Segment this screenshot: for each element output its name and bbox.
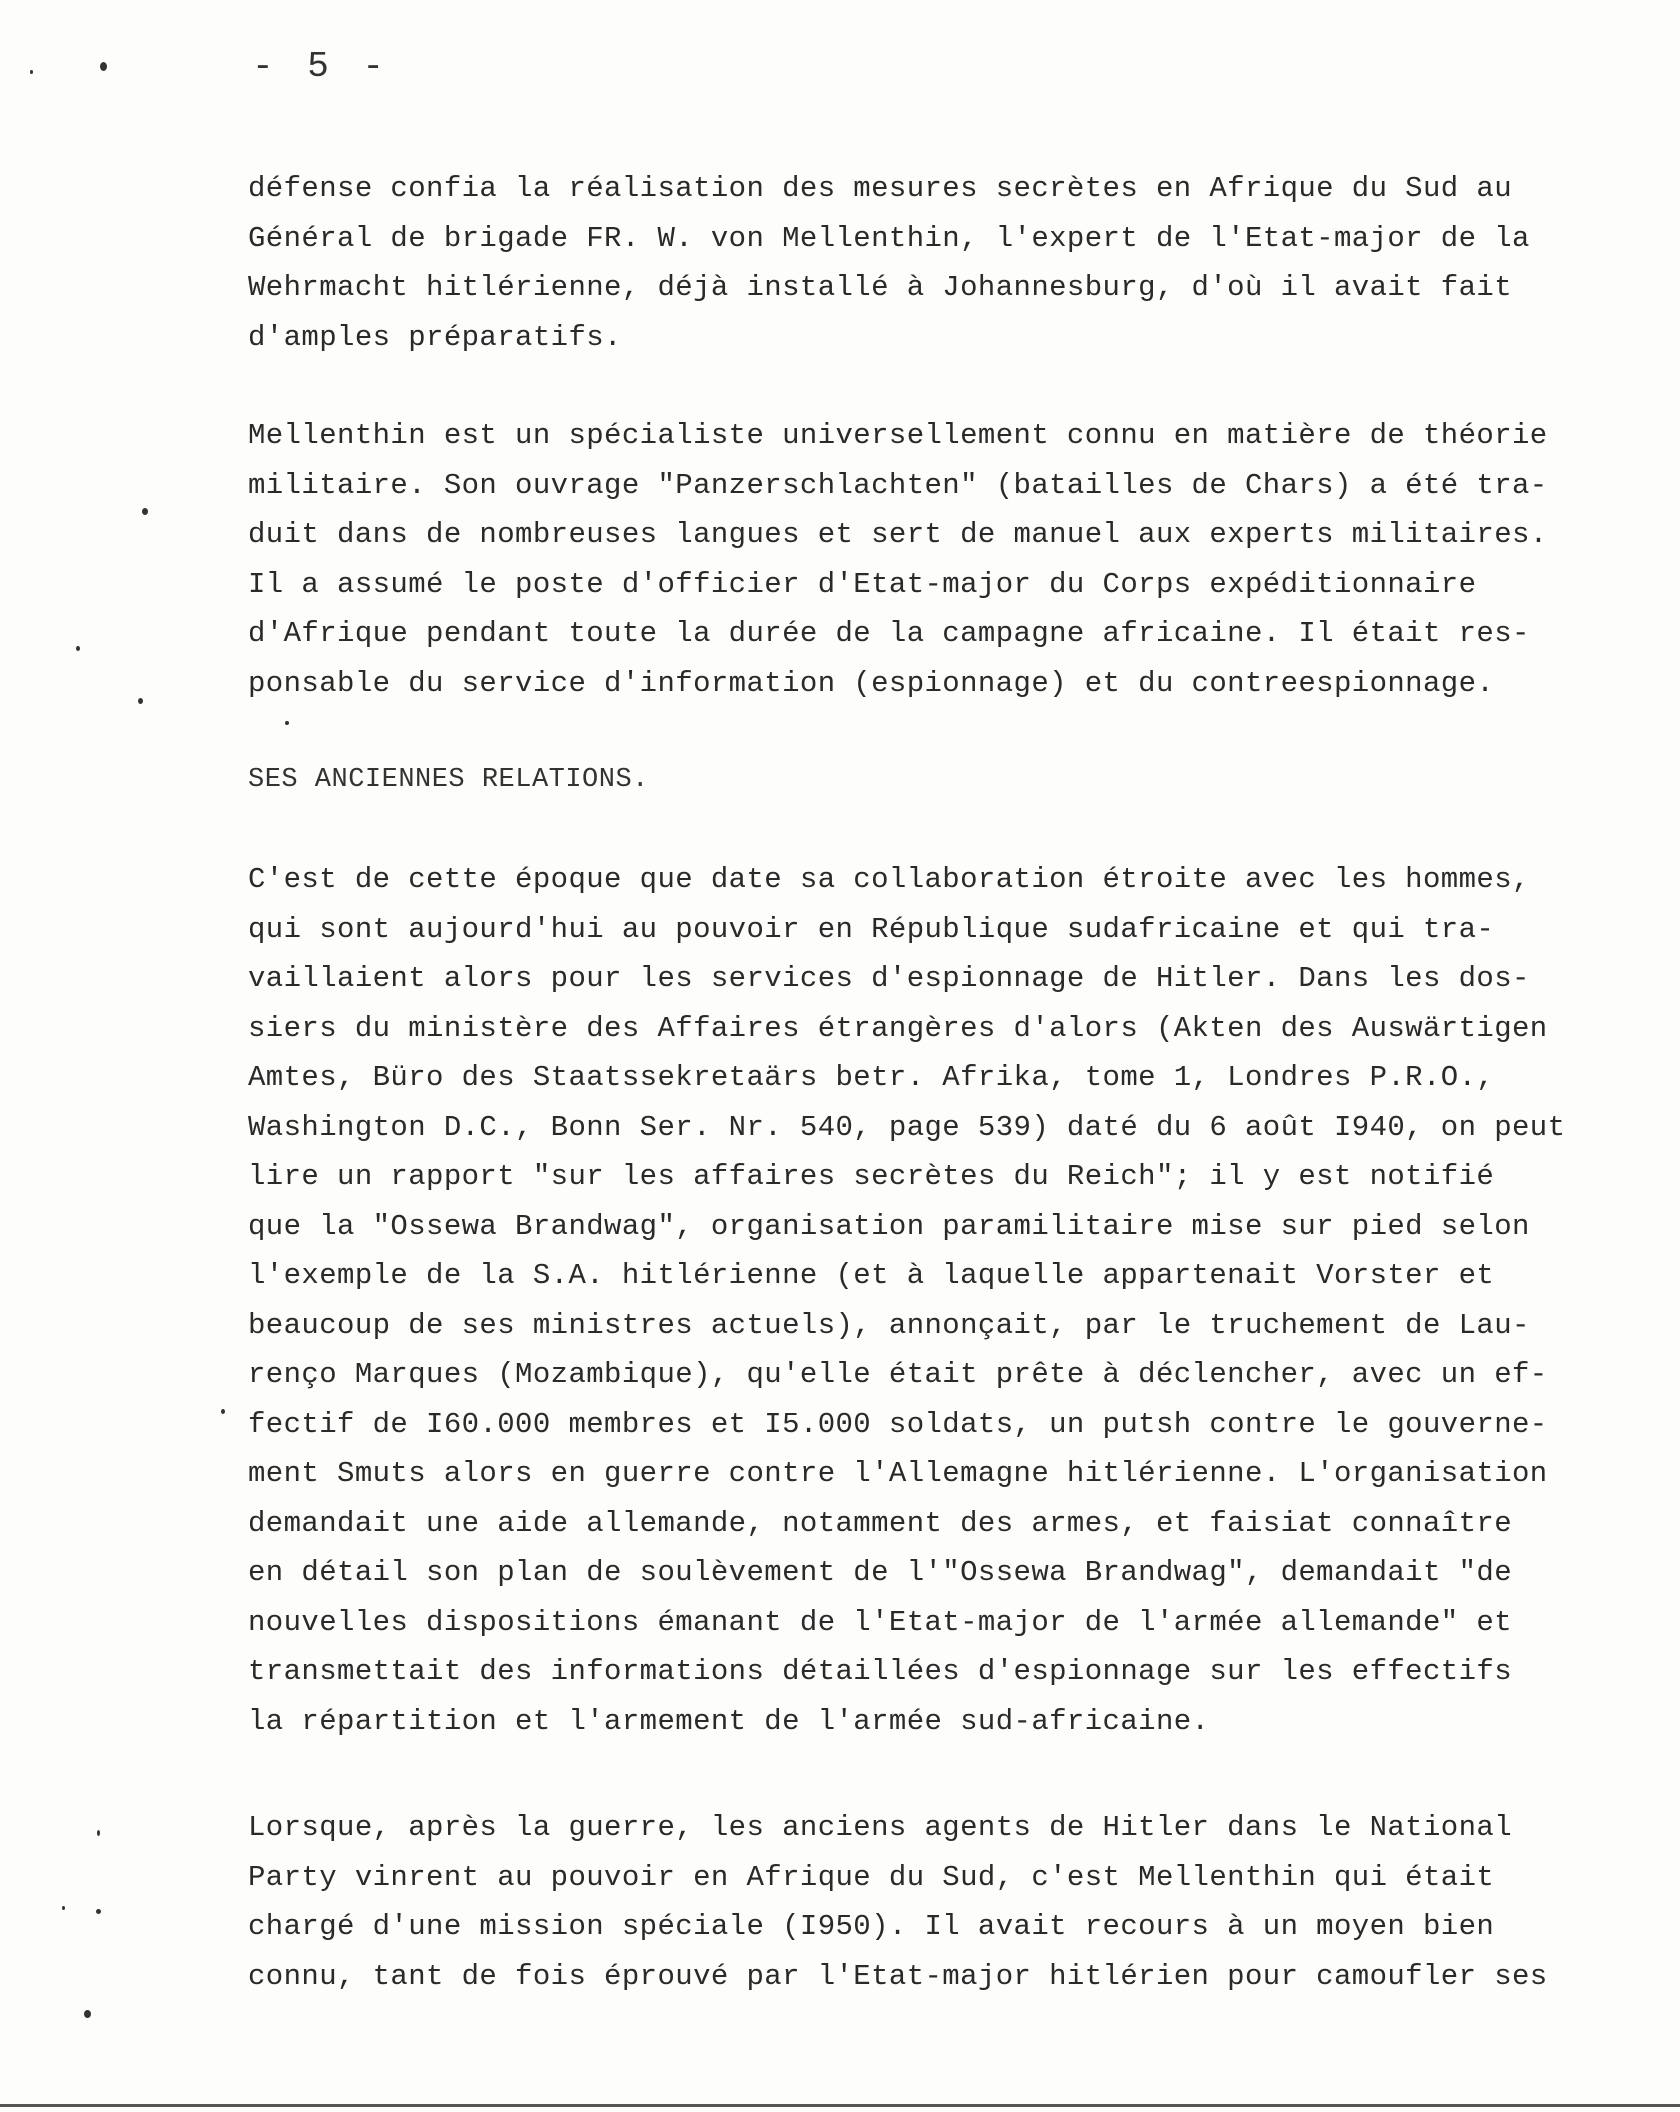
scan-speck — [96, 1909, 101, 1914]
text-line: d'Afrique pendant toute la durée de la campagne africaine. Il était res- — [248, 617, 1530, 650]
text-line: militaire. Son ouvrage "Panzerschlachten" (batailles de Chars) a été tra- — [248, 468, 1548, 502]
text-line: connu, tant de fois éprouvé par l'Etat-major hitlérien pour camoufler ses — [248, 1959, 1548, 1993]
text-line: d'amples préparatifs. — [248, 320, 622, 354]
text-line: défense confia la réalisation des mesures secrètes en Afrique du Sud au — [248, 172, 1513, 205]
scan-speck — [84, 2010, 91, 2018]
text-line: chargé d'une mission spéciale (I950). Il avait recours à un moyen bien — [248, 1910, 1495, 1943]
section-heading: SES ANCIENNES RELATIONS. — [248, 765, 649, 795]
text-line: qui sont aujourd'hui au pouvoir en République sudafricaine et qui tra- — [248, 912, 1495, 946]
scan-speck — [138, 698, 143, 704]
text-line: que la "Ossewa Brandwag", organisation paramilitaire mise sur pied selon — [248, 1209, 1530, 1243]
text-line: C'est de cette époque que date sa collaboration étroite avec les hommes, — [248, 863, 1530, 896]
text-line: transmettait des informations détaillées d'espionnage sur les effectifs — [248, 1655, 1513, 1688]
text-line: duit dans de nombreuses langues et sert de manuel aux experts militaires. — [248, 518, 1548, 551]
scan-speck — [100, 62, 107, 71]
scan-speck — [62, 1906, 65, 1910]
text-line: demandait une aide allemande, notamment des armes, et faisiat connaître — [248, 1506, 1513, 1540]
page-number: - 5 - — [252, 46, 391, 87]
text-line: ment Smuts alors en guerre contre l'Allemagne hitlérienne. L'organisation — [248, 1457, 1548, 1490]
text-line: ponsable du service d'information (espionnage) et du contreespionnage. — [248, 666, 1495, 700]
paragraph-mellenthin — [248, 411, 1548, 708]
text-line: fectif de I60.000 membres et I5.000 soldats, un putsh contre le gouverne- — [248, 1407, 1548, 1441]
paragraph-intro — [248, 164, 1530, 362]
text-line: Party vinrent au pouvoir en Afrique du Sud, c'est Mellenthin qui était — [248, 1860, 1495, 1894]
text-line: beaucoup de ses ministres actuels), annonçait, par le truchement de Lau- — [248, 1308, 1530, 1342]
text-line: vaillaient alors pour les services d'espionnage de Hitler. Dans les dos- — [248, 962, 1530, 995]
scan-speck — [97, 1830, 100, 1836]
scan-speck — [30, 70, 33, 74]
paragraph-postwar — [248, 1803, 1548, 2001]
scan-speck — [142, 508, 148, 515]
text-line: la répartition et l'armement de l'armée sud-africaine. — [248, 1704, 1210, 1738]
text-line: siers du ministère des Affaires étrangères d'alors (Akten des Auswärtigen — [248, 1011, 1548, 1045]
paragraph-relations — [248, 855, 1565, 1746]
text-line: Mellenthin est un spécialiste universellement connu en matière de théorie — [248, 419, 1548, 452]
text-line: Amtes, Büro des Staatssekretaärs betr. Afrika, tome 1, Londres P.R.O., — [248, 1061, 1495, 1094]
text-line: en détail son plan de soulèvement de l'"Ossewa Brandwag", demandait "de — [248, 1556, 1513, 1589]
text-line: l'exemple de la S.A. hitlérienne (et à laquelle appartenait Vorster et — [248, 1259, 1495, 1292]
scan-speck — [221, 1409, 225, 1414]
text-line: Lorsque, après la guerre, les anciens agents de Hitler dans le National — [248, 1811, 1513, 1844]
text-line: renço Marques (Mozambique), qu'elle était prête à déclencher, avec un ef- — [248, 1358, 1548, 1391]
text-line: Il a assumé le poste d'officier d'Etat-major du Corps expéditionnaire — [248, 567, 1477, 601]
scan-speck — [76, 646, 80, 651]
text-line: lire un rapport "sur les affaires secrètes du Reich"; il y est notifié — [248, 1160, 1495, 1193]
scan-speck — [285, 721, 289, 725]
scan-edge-line — [0, 2104, 1680, 2107]
text-line: Général de brigade FR. W. von Mellenthin, l'expert de l'Etat-major de la — [248, 221, 1530, 255]
text-line: Wehrmacht hitlérienne, déjà installé à Johannesburg, d'où il avait fait — [248, 271, 1513, 304]
text-line: Washington D.C., Bonn Ser. Nr. 540, page 539) daté du 6 août I940, on peut — [248, 1110, 1566, 1144]
text-line: nouvelles dispositions émanant de l'Etat-major de l'armée allemande" et — [248, 1605, 1513, 1639]
